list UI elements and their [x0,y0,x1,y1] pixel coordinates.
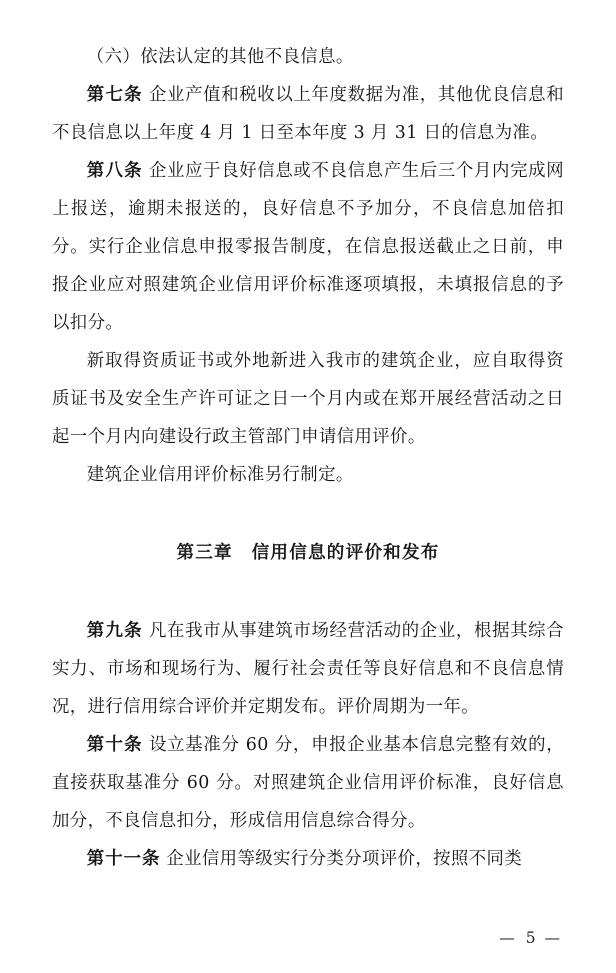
spacer [52,494,564,534]
paragraph-text: 企业产值和税收以上年度数据为准，其他优良信息和不良信息以上年度 4 月 1 日至本年度 3 月 31 日的信息为准。 [52,85,564,143]
article-label: 第七条 [86,85,143,105]
chapter-heading: 第三章 信用信息的评价和发布 [176,542,440,563]
paragraph-article-10 [52,726,564,840]
paragraph-text: 新取得资质证书或外地新进入我市的建筑企业，应自取得资质证书及安全生产许可证之日一个月内或在郑开展经营活动之日起一个月内向建设行政主管部门申请信用评价。 [52,351,564,447]
paragraph-article-9 [52,612,564,726]
article-label: 第九条 [86,621,143,641]
paragraph-text: 企业信用等级实行分类分项评价，按照不同类 [166,849,523,869]
footer-dash-right: — [544,929,564,947]
page-number: 5 [525,929,538,947]
paragraph-text: 凡在我市从事建筑市场经营活动的企业，根据其综合实力、市场和现场行为、履行社会责任等良好信息和不良信息情况，进行信用综合评价并定期发布。评价周期为一年。 [52,621,564,717]
paragraph-text: （六）依法认定的其他不良信息。 [86,47,354,67]
paragraph-article-7 [52,76,564,152]
article-label: 第八条 [86,161,143,181]
paragraph-article-11 [52,840,564,878]
paragraph-text: 企业应于良好信息或不良信息产生后三个月内完成网上报送，逾期未报送的，良好信息不予加分，不良信息加倍扣分。实行企业信息申报零报告制度，在信息报送截止之日前，申报企业应对照建筑企业信用评价标准逐项填报，未填报信息的予以扣分。 [52,161,564,333]
paragraph-item-six [52,38,564,76]
spacer [52,572,564,612]
page-footer [499,929,564,947]
paragraph-text: 设立基准分 60 分，申报企业基本信息完整有效的，直接获取基准分 60 分。对照建筑企业信用评价标准，良好信息加分，不良信息扣分，形成信用信息综合得分。 [52,735,564,831]
footer-dash-left: — [499,929,519,947]
article-label: 第十一条 [86,849,161,869]
paragraph-article-8-continued [52,342,564,456]
paragraph-article-8-note [52,456,564,494]
paragraph-article-8 [52,152,564,342]
article-label: 第十条 [86,735,143,755]
paragraph-text: 建筑企业信用评价标准另行制定。 [86,465,354,485]
